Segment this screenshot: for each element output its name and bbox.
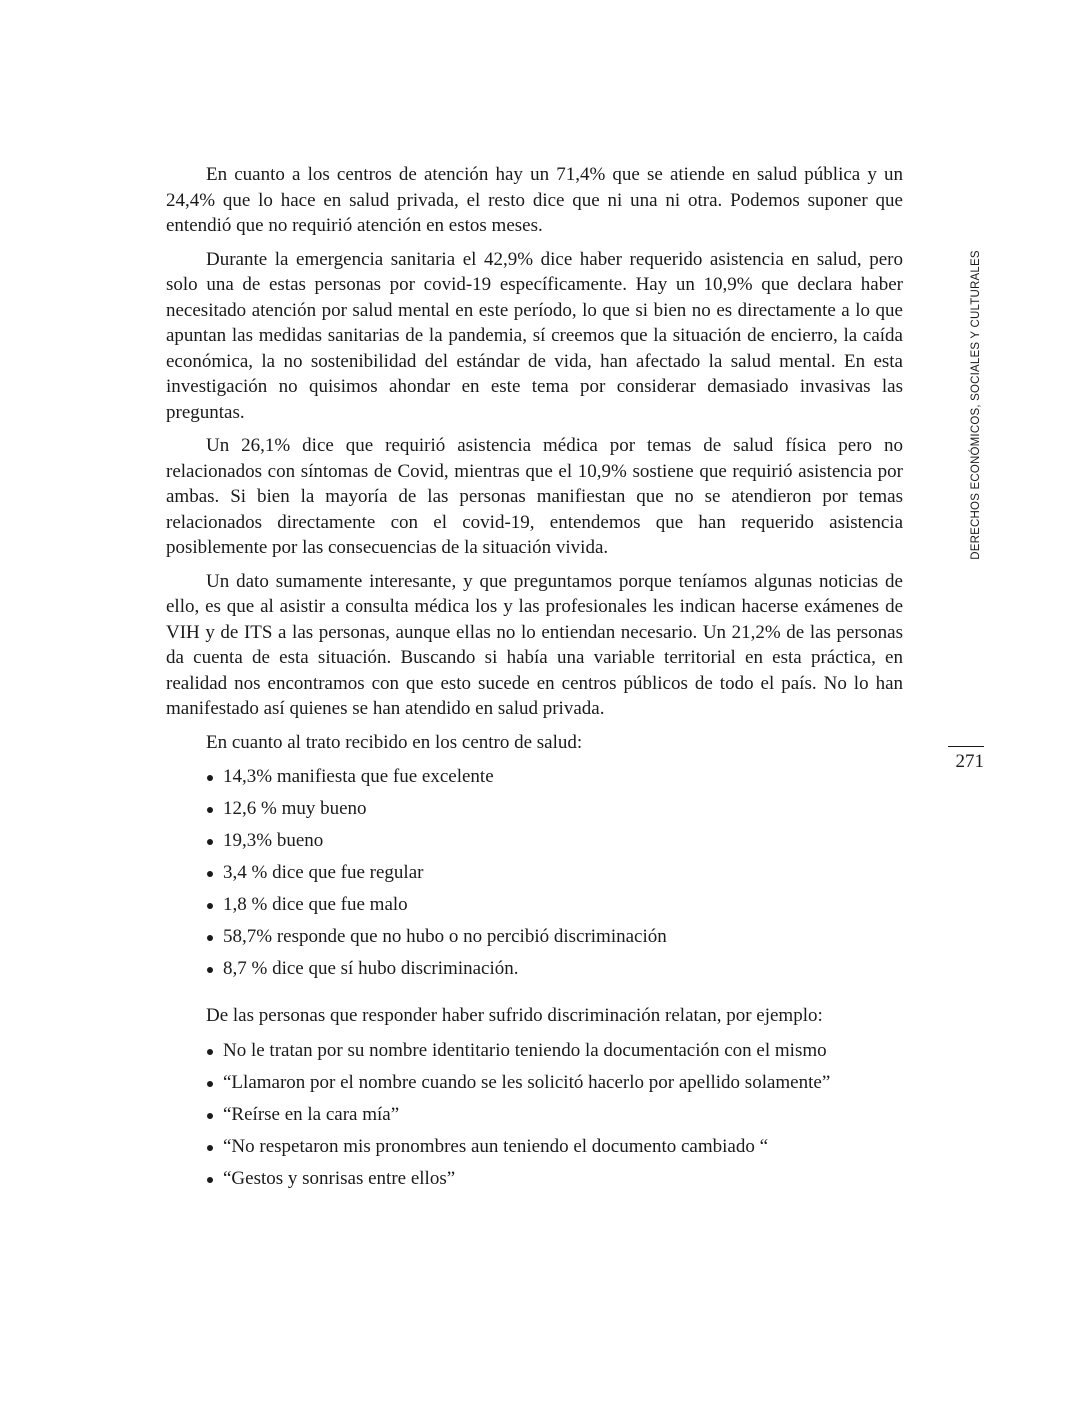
discriminacion-lead: De las personas que responder haber sufrido discriminación relatan, por ejemplo: (206, 1005, 823, 1026)
list-item: 19,3% bueno (206, 825, 903, 857)
list-item: 14,3% manifiesta que fue excelente (206, 761, 903, 793)
trato-list (206, 761, 903, 985)
list-item: “Reírse en la cara mía” (206, 1099, 903, 1131)
list-item: 58,7% responde que no hubo o no percibió discriminación (206, 921, 903, 953)
list-item: No le tratan por su nombre identitario teniendo la documentación con el mismo (206, 1035, 903, 1067)
list-item: “Gestos y sonrisas entre ellos” (206, 1163, 903, 1195)
list-item: 1,8 % dice que fue malo (206, 889, 903, 921)
discriminacion-list (206, 1035, 903, 1195)
list-item: 12,6 % muy bueno (206, 793, 903, 825)
page-number-rule (948, 746, 984, 747)
running-head: DERECHOS ECONÓMICOS, SOCIALES Y CULTURALES (970, 250, 982, 560)
trato-lead: En cuanto al trato recibido en los centro de salud: (206, 731, 583, 753)
list-item: 8,7 % dice que sí hubo discriminación. (206, 953, 903, 985)
paragraph-centros-atencion: En cuanto a los centros de atención hay un 71,4% que se atiende en salud pública y un 24,4% que lo hace en salud privada, el resto dice que ni una ni otra. Podemos suponer que entendió que no requirió atención en estos meses. (166, 164, 903, 236)
page-number: 271 (955, 751, 984, 772)
list-item: “Llamaron por el nombre cuando se les solicitó hacerlo por apellido solamente” (206, 1067, 903, 1099)
list-item: “No respetaron mis pronombres aun teniendo el documento cambiado “ (206, 1131, 903, 1163)
paragraph-asistencia-medica: Un 26,1% dice que requirió asistencia médica por temas de salud física pero no relacionados con síntomas de Covid, mientras que el 10,9% sostiene que requirió asistencia por ambas. Si bien la mayoría de las personas manifiestan que no se atendieron por temas relacionados directamente con el covid-19, entendemos que han requerido asistencia posiblemente por las consecuencias de la situación vivida. (166, 435, 903, 558)
paragraph-emergencia-sanitaria: Durante la emergencia sanitaria el 42,9% dice haber requerido asistencia en salud, pero solo una de estas personas por covid-19 específicamente. Hay un 10,9% que declara haber necesitado atención por salud mental en este período, lo que si bien no es directamente a lo que apuntan las medidas sanitarias de la pandemia, sí creemos que la situación de encierro, la caída económica, la no sostenibilidad del estándar de vida, han afectado la salud mental. En esta investigación no quisimos ahondar en este tema por considerar demasiado invasivas las preguntas. (166, 248, 903, 423)
main-text-column (166, 162, 903, 1195)
paragraph-examenes-vih: Un dato sumamente interesante, y que preguntamos porque teníamos algunas noticias de ello, es que al asistir a consulta médica los y las profesionales les indican hacerse exámenes de VIH y de ITS a las personas, aunque ellas no lo entiendan necesario. Un 21,2% de las personas da cuenta de esta situación. Buscando si había una variable territorial en esta práctica, en realidad nos encontramos con que esto sucede en centros públicos de todo el país. No lo han manifestado así quienes se han atendido en salud privada. (166, 570, 903, 719)
list-item: 3,4 % dice que fue regular (206, 857, 903, 889)
section-spacer (166, 985, 903, 1003)
